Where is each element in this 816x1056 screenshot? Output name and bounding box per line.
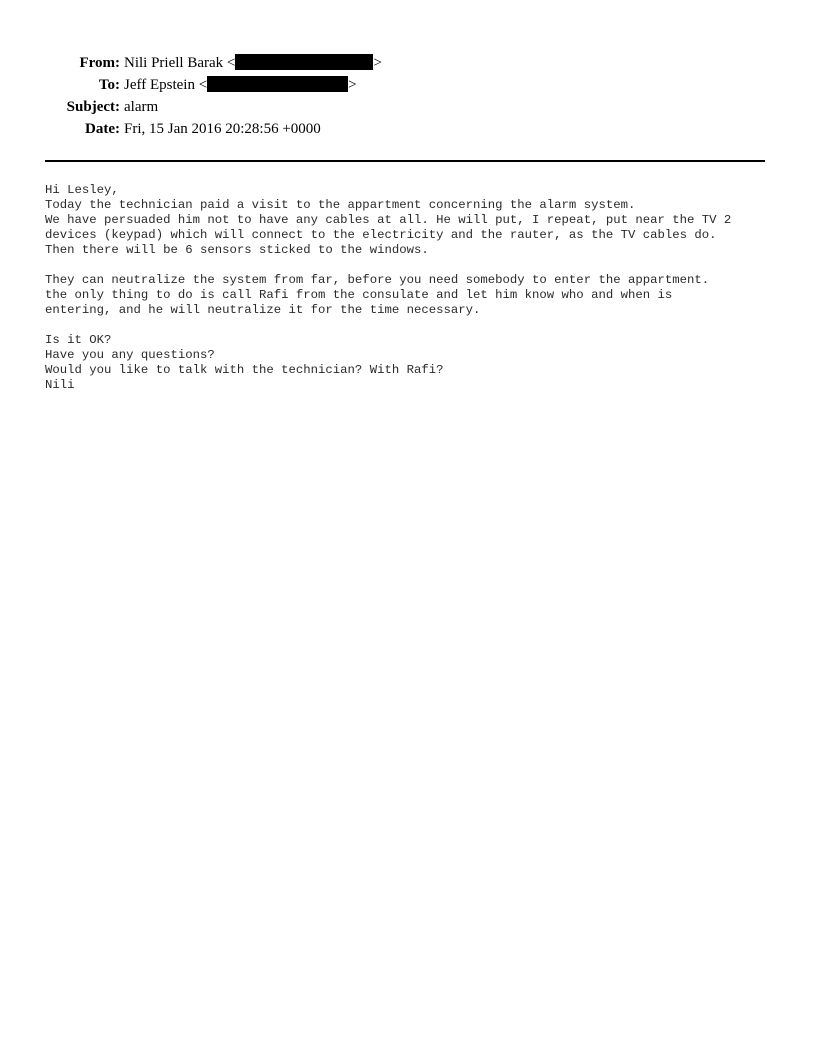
from-name: Nili Priell Barak <: [124, 55, 236, 71]
to-label: To:: [98, 77, 120, 93]
date-label: Date:: [85, 121, 120, 137]
email-body: [45, 183, 731, 393]
subject-value: alarm: [124, 99, 159, 115]
paragraph-gap: [45, 318, 731, 333]
date-value: Fri, 15 Jan 2016 20:28:56 +0000: [124, 121, 321, 137]
from-row: [0, 52, 816, 74]
to-row: [0, 74, 816, 96]
body-paragraph: Hi Lesley, Today the technician paid a visit to the appartment concerning the alarm system. We have persuaded him not to have any cables at all. He will put, I repeat, put near the TV 2 devices (keypad) which will connect to the electricity and the rauter, as the TV cables do. Then there will be 6 sensors sticked to the windows.: [45, 183, 732, 257]
body-paragraph: Is it OK? Have you any questions? Would you like to talk with the technician? With Rafi? Nili: [45, 333, 444, 392]
subject-label: Subject:: [66, 99, 120, 115]
email-header: [0, 52, 816, 140]
from-label: From:: [79, 55, 120, 71]
paragraph-gap: [45, 258, 731, 273]
redacted-email: [235, 54, 373, 70]
from-close: >: [373, 55, 382, 71]
to-close: >: [348, 77, 357, 93]
date-row: [0, 118, 816, 140]
subject-row: [0, 96, 816, 118]
body-paragraph: They can neutralize the system from far, before you need somebody to enter the appartment. the only thing to do is call Rafi from the consulate and let him know who and when is entering, and he will neutralize it for the time necessary.: [45, 273, 710, 317]
from-value: [124, 52, 382, 74]
to-name: Jeff Epstein <: [124, 77, 208, 93]
to-value: [124, 74, 357, 96]
redacted-email: [207, 76, 348, 92]
header-divider: [45, 160, 765, 162]
